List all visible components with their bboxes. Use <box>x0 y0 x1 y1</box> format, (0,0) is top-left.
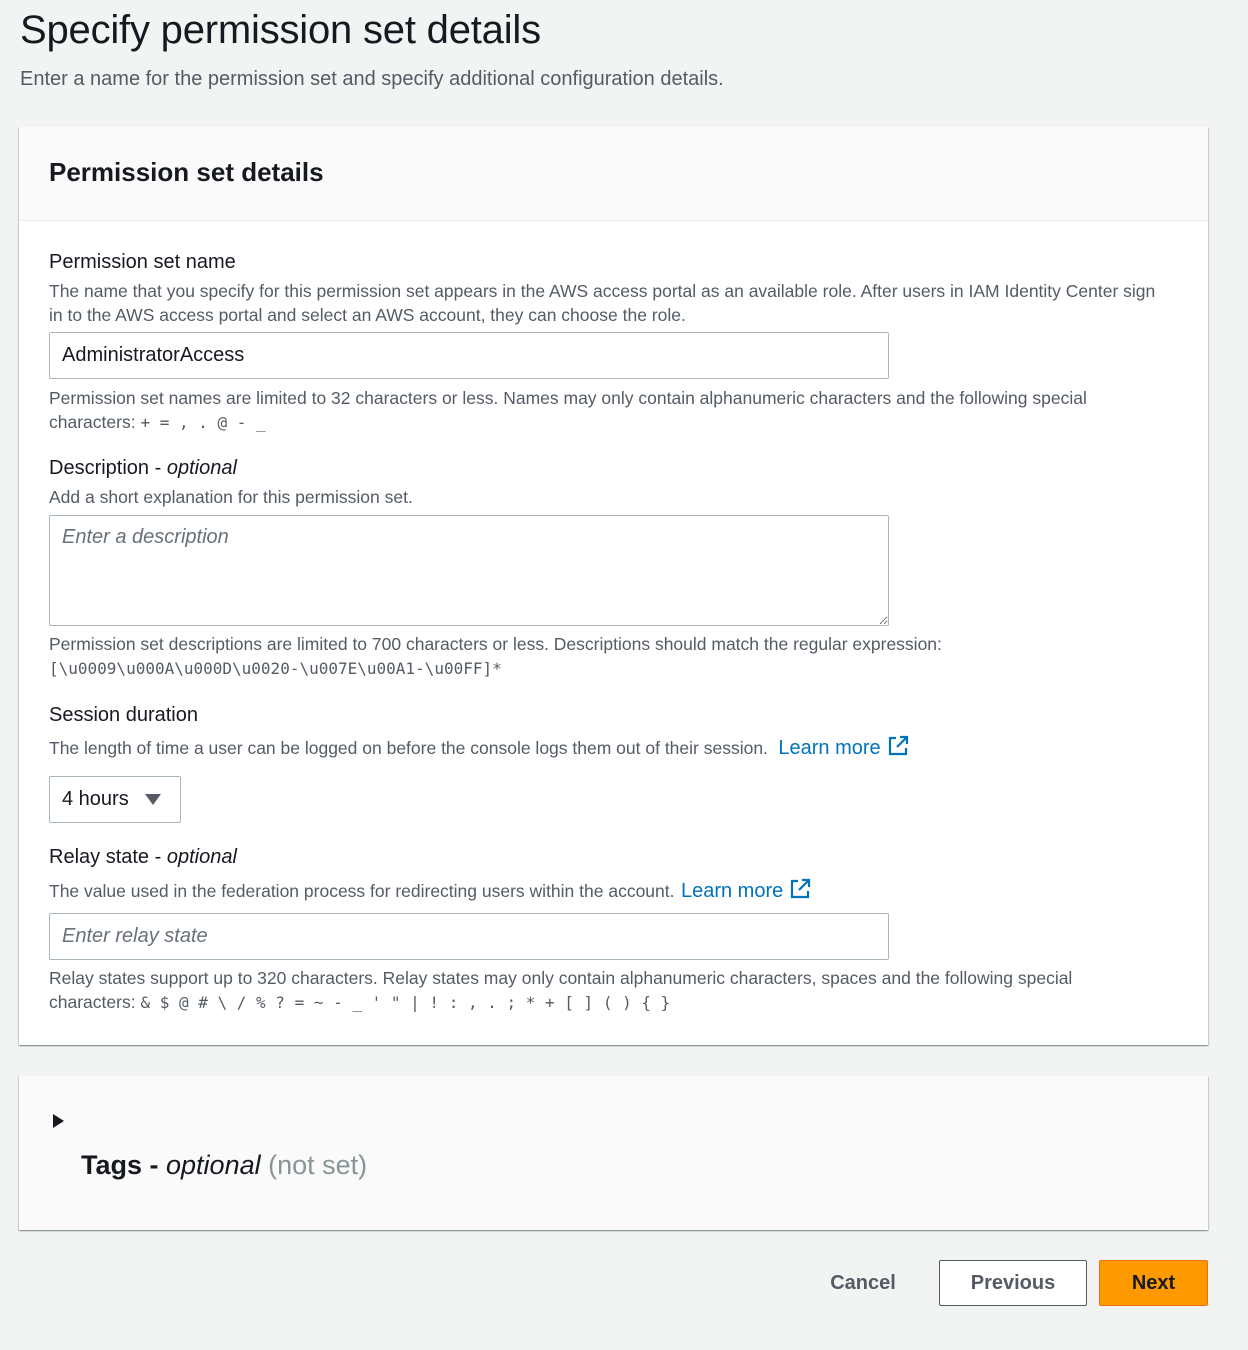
description-constraint-text: Permission set descriptions are limited to 700 characters or less. Descriptions should match the regular expression: <box>49 634 942 654</box>
permission-set-name-input[interactable] <box>49 332 889 379</box>
next-button[interactable]: Next <box>1099 1260 1208 1306</box>
description-textarea[interactable] <box>49 515 889 626</box>
relay-learn-more-text: Learn more <box>680 880 784 902</box>
tags-status: (not set) <box>268 1150 368 1180</box>
session-duration-help <box>49 735 909 760</box>
session-duration-select[interactable] <box>49 776 181 823</box>
session-duration-value: 4 hours <box>62 788 129 810</box>
page-subtitle: Enter a name for the permission set and specify additional configuration details. <box>20 68 724 90</box>
previous-button[interactable]: Previous <box>939 1260 1087 1306</box>
name-constraint-text: Permission set names are limited to 32 characters or less. Names may only contain alphanumeric characters and the following special characters: <box>49 388 1087 432</box>
page-title: Specify permission set details <box>20 8 541 52</box>
relay-state-label-text: Relay state <box>49 846 150 868</box>
relay-state-help <box>49 878 811 903</box>
description-help: Add a short explanation for this permission set. <box>49 487 413 507</box>
tags-title[interactable]: Tags - optional (not set) <box>81 1150 368 1180</box>
tags-optional: optional <box>166 1150 261 1180</box>
description-optional: optional <box>166 457 237 479</box>
description-label: Description - optional <box>49 457 237 479</box>
name-label: Permission set name <box>49 251 236 273</box>
session-learn-more-link[interactable] <box>778 737 908 759</box>
relay-state-constraint <box>49 966 1149 1015</box>
session-learn-more-text: Learn more <box>778 737 881 759</box>
name-description: The name that you specify for this permission set appears in the AWS access portal as an available role. After users in IAM Identity Center sign in to the AWS access portal and select an AWS account, they can choose the role. <box>49 281 1156 325</box>
relay-constraint-chars: & $ @ # \ / % ? = ~ - _ ' " | ! : , . ; * + [ ] ( ) { } <box>140 993 671 1012</box>
tags-title-text: Tags <box>81 1150 143 1180</box>
cancel-button[interactable]: Cancel <box>812 1260 914 1306</box>
name-constraint-chars: + = , . @ - _ <box>140 413 266 432</box>
relay-learn-more-link[interactable] <box>681 880 811 902</box>
permission-set-details-panel <box>19 127 1208 1045</box>
panel-heading: Permission set details <box>49 157 324 187</box>
caret-down-icon <box>145 794 161 805</box>
relay-state-input[interactable] <box>49 913 889 960</box>
name-constraint <box>49 386 1149 435</box>
description-constraint-regex: [\u0009\u000A\u000D\u0020-\u007E\u00A1-\u00FF]* <box>49 659 502 678</box>
external-link-icon <box>789 878 811 900</box>
external-link-icon <box>887 735 909 757</box>
relay-state-optional: optional <box>166 846 237 868</box>
caret-right-icon[interactable] <box>53 1114 64 1128</box>
session-duration-description: The length of time a user can be logged on before the console logs them out of their session. <box>49 738 768 758</box>
relay-constraint-text: Relay states support up to 320 characters. Relay states may only contain alphanumeric characters, spaces and the following special characters: <box>49 968 1073 1012</box>
session-duration-label: Session duration <box>49 704 198 726</box>
description-constraint <box>49 632 1149 681</box>
relay-state-label: Relay state - optional <box>49 846 237 868</box>
relay-state-description: The value used in the federation process for redirecting users within the account. <box>49 881 675 901</box>
description-label-text: Description <box>49 457 150 479</box>
panel-header <box>19 127 1208 221</box>
tags-panel[interactable] <box>19 1076 1208 1230</box>
